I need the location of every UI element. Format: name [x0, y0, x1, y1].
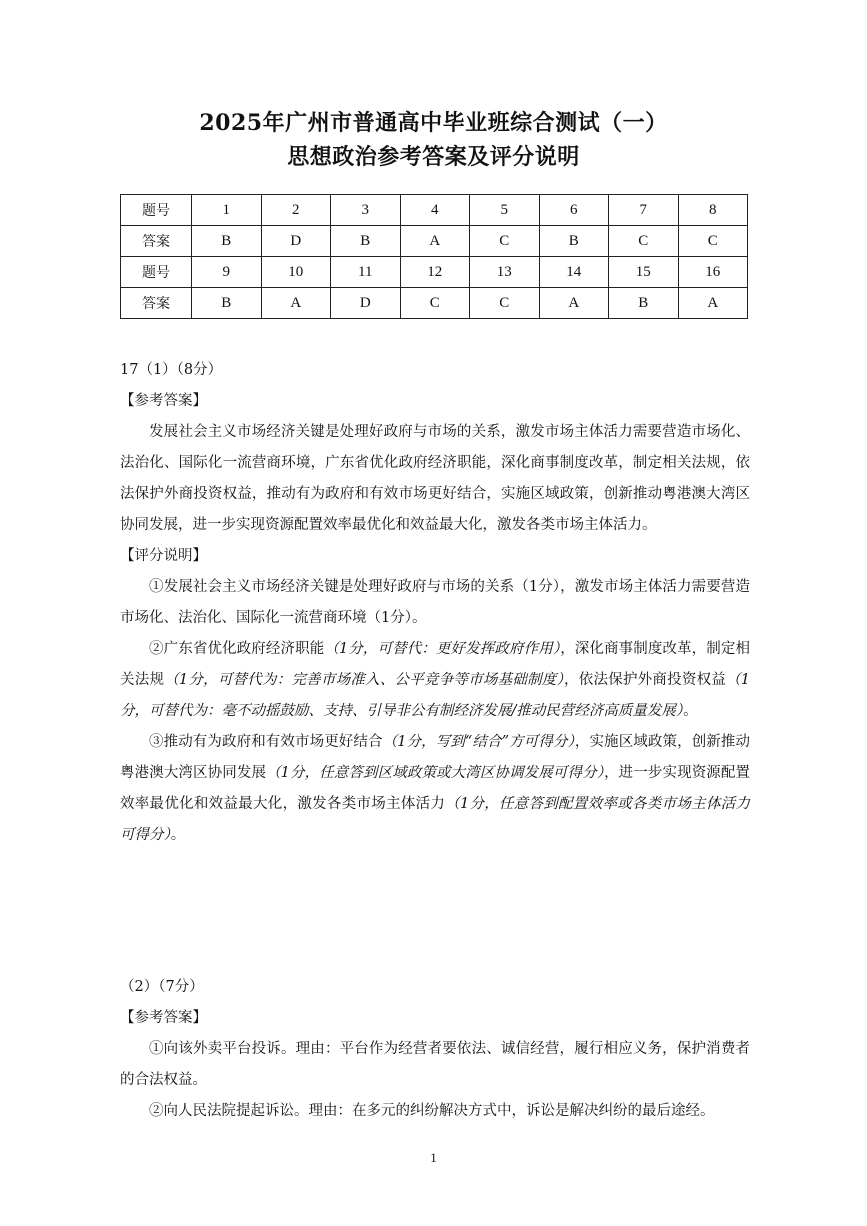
- text-span: ③推动有为政府和有效市场更好结合: [149, 734, 383, 750]
- question-17-2: [120, 972, 750, 1127]
- document-subtitle: 思想政治参考答案及评分说明: [287, 144, 580, 170]
- table-cell: A: [678, 288, 748, 319]
- text-span: 。: [683, 703, 698, 719]
- table-cell: A: [539, 288, 609, 319]
- table-cell: 8: [678, 195, 748, 226]
- table-cell: 13: [470, 257, 540, 288]
- table-cell: 2: [261, 195, 331, 226]
- table-cell: C: [400, 288, 470, 319]
- q17-2-item-2: ②向人民法院提起诉讼。理由：在多元的纠纷解决方式中，诉讼是解决纠纷的最后途经。: [149, 1103, 715, 1119]
- table-cell: 3: [331, 195, 401, 226]
- table-cell: A: [261, 288, 331, 319]
- score-note: （1分，任意答到区域政策或大湾区协调发展可得分）: [266, 765, 605, 781]
- table-row: [121, 288, 748, 319]
- score-note: （1分，写到“结合”方可得分）: [382, 734, 575, 750]
- table-cell: 4: [400, 195, 470, 226]
- q17-2-ref-label: 【参考答案】: [120, 1010, 207, 1026]
- table-cell: 11: [331, 257, 401, 288]
- table-cell: 14: [539, 257, 609, 288]
- table-cell: C: [470, 226, 540, 257]
- table-cell: 9: [192, 257, 262, 288]
- table-cell: B: [331, 226, 401, 257]
- row-header-cell: 题号: [121, 195, 192, 226]
- table-cell: 6: [539, 195, 609, 226]
- q17-1-item-1: ①发展社会主义市场经济关键是处理好政府与市场的关系（1分），激发市场主体活力需要营造市场化、法治化、国际化一流营商环境（1分）。: [120, 579, 750, 626]
- answer-table: [120, 194, 748, 319]
- question-17-1: [120, 355, 750, 851]
- table-cell: C: [609, 226, 679, 257]
- q17-1-heading: 17（1）（8分）: [120, 362, 223, 378]
- table-cell: B: [609, 288, 679, 319]
- text-span: ，实施区域政策，创新推动粤港澳大湾区协同发展: [120, 734, 750, 781]
- text-span: 。: [170, 827, 186, 843]
- table-cell: D: [331, 288, 401, 319]
- score-note: （1分，任意答到配置效率或各类市场主体活力可得分）: [120, 796, 750, 843]
- table-row: [121, 226, 748, 257]
- table-cell: 7: [609, 195, 679, 226]
- table-cell: D: [261, 226, 331, 257]
- page-number: 1: [430, 1150, 437, 1165]
- q17-2-item-1: ①向该外卖平台投诉。理由：平台作为经营者要依法、诚信经营，履行相应义务，保护消费者的合法权益。: [120, 1041, 750, 1088]
- text-span: ②广东省优化政府经济职能: [149, 641, 325, 657]
- table-cell: A: [400, 226, 470, 257]
- score-note: （1分，可替代：更好发挥政府作用）: [324, 641, 561, 657]
- q17-1-item-3: [120, 727, 750, 851]
- row-header-cell: 题号: [121, 257, 192, 288]
- table-cell: 5: [470, 195, 540, 226]
- table-cell: 12: [400, 257, 470, 288]
- table-cell: 16: [678, 257, 748, 288]
- table-row: [121, 195, 748, 226]
- table-cell: B: [539, 226, 609, 257]
- document-title: 2025年广州市普通高中毕业班综合测试（一）: [199, 110, 668, 136]
- row-header-cell: 答案: [121, 288, 192, 319]
- score-note: （1分，可替代为：完善市场准入、公平竞争等市场基础制度）: [164, 672, 565, 688]
- table-cell: 15: [609, 257, 679, 288]
- q17-1-ref-text: 发展社会主义市场经济关键是处理好政府与市场的关系，激发市场主体活力需要营造市场化、法治化、国际化一流营商环境，广东省优化政府经济职能，深化商事制度改革，制定相关法规，依法保护外商投资权益，推动有为政府和有效市场更好结合，实施区域政策，创新推动粤港澳大湾区协同发展，进一步实现资源配置效率最优化和效益最大化，激发各类市场主体活力。: [120, 424, 750, 533]
- q17-1-score-label: 【评分说明】: [120, 548, 207, 564]
- q17-1-item-2: [120, 634, 750, 727]
- text-span: ，进一步实现资源配置效率最优化和效益最大化，激发各类市场主体活力: [120, 765, 751, 812]
- table-cell: B: [192, 226, 262, 257]
- q17-1-ref-label: 【参考答案】: [120, 393, 207, 409]
- table-cell: C: [678, 226, 748, 257]
- table-row: [121, 257, 748, 288]
- row-header-cell: 答案: [121, 226, 192, 257]
- table-cell: 10: [261, 257, 331, 288]
- table-cell: B: [192, 288, 262, 319]
- table-cell: 1: [192, 195, 262, 226]
- text-span: ，深化商事制度改革，制定相关法规: [120, 641, 751, 688]
- text-span: ，依法保护外商投资权益: [564, 672, 727, 688]
- q17-2-heading: （2）（7分）: [120, 979, 204, 995]
- table-cell: C: [470, 288, 540, 319]
- score-note: （1分，可替代为：毫不动摇鼓励、支持、引导非公有制经济发展/推动民营经济高质量发展）: [120, 672, 750, 719]
